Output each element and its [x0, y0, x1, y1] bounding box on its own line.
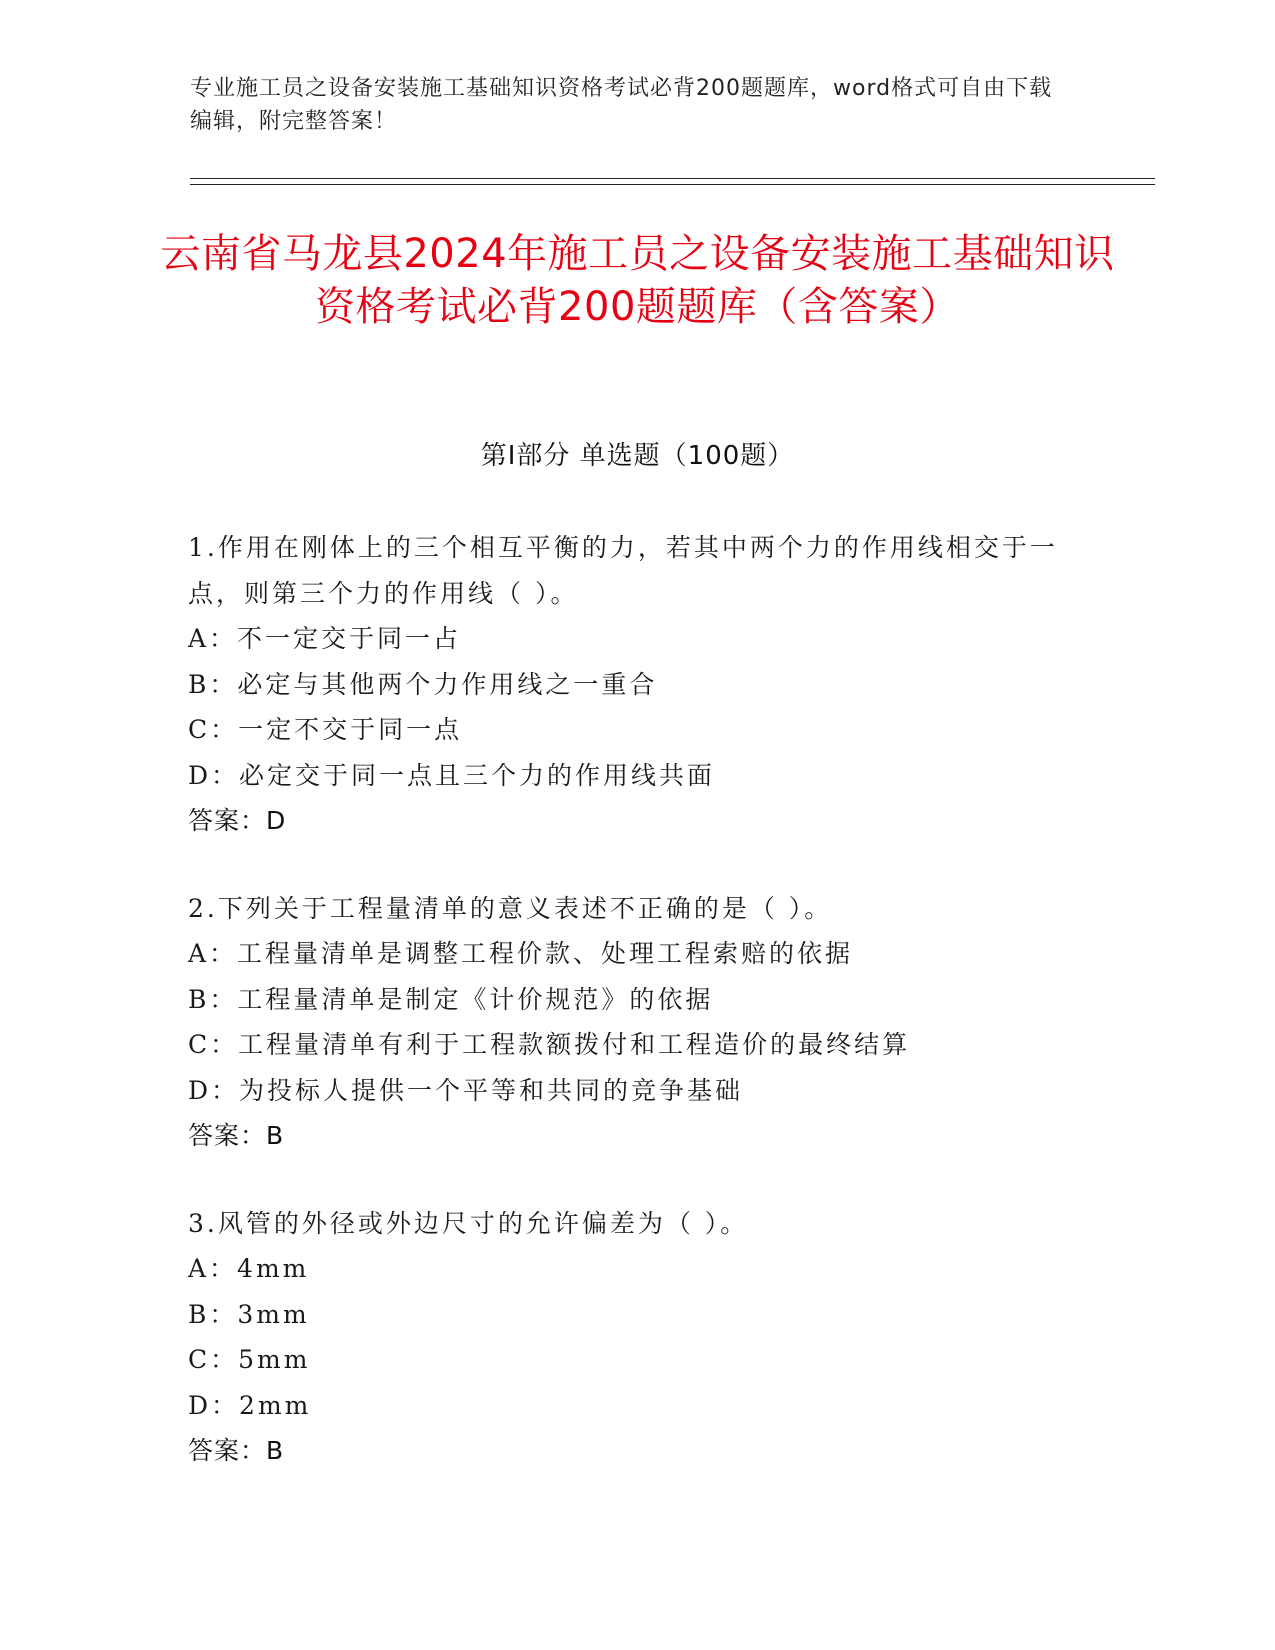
question-3 [188, 1201, 1078, 1474]
document-title: 云南省马龙县2024年施工员之设备安装施工基础知识资格考试必背200题题库（含答案） [160, 231, 1115, 330]
option-a: A：工程量清单是调整工程价款、处理工程索赔的依据 [188, 939, 854, 968]
option-d: D：必定交于同一点且三个力的作用线共面 [188, 760, 716, 790]
option-a: A：4mm [188, 1254, 310, 1283]
question-stem: 1.作用在刚体上的三个相互平衡的力，若其中两个力的作用线相交于一点，则第三个力的作用线（ ）。 [188, 533, 1058, 608]
answer: 答案：B [188, 1121, 285, 1150]
option-b: B：必定与其他两个力作用线之一重合 [188, 669, 658, 699]
option-d: D：为投标人提供一个平等和共同的竞争基础 [188, 1075, 744, 1105]
question-1 [188, 525, 1078, 844]
question-stem: 3.风管的外径或外边尺寸的允许偏差为（ ）。 [188, 1208, 749, 1238]
answer: 答案：B [188, 1436, 285, 1465]
question-2 [188, 886, 1078, 1159]
option-c: C：工程量清单有利于工程款额拨付和工程造价的最终结算 [188, 1030, 911, 1059]
question-list [188, 525, 1078, 1516]
section-title: 第Ⅰ部分 单选题（100题） [480, 441, 795, 471]
option-b: B：工程量清单是制定《计价规范》的依据 [188, 984, 714, 1014]
option-c: C：一定不交于同一点 [188, 715, 463, 744]
option-a: A：不一定交于同一占 [188, 624, 462, 653]
header-rule-bottom [190, 184, 1155, 185]
option-c: C：5mm [188, 1345, 311, 1374]
header-rule-top [190, 178, 1155, 179]
question-stem: 2.下列关于工程量清单的意义表述不正确的是（ ）。 [188, 893, 833, 923]
option-b: B：3mm [188, 1299, 310, 1329]
header-note: 专业施工员之设备安装施工基础知识资格考试必背200题题库，word格式可自由下载编辑，附完整答案！ [190, 76, 1053, 134]
answer: 答案：D [188, 806, 287, 835]
option-d: D：2mm [188, 1390, 312, 1420]
